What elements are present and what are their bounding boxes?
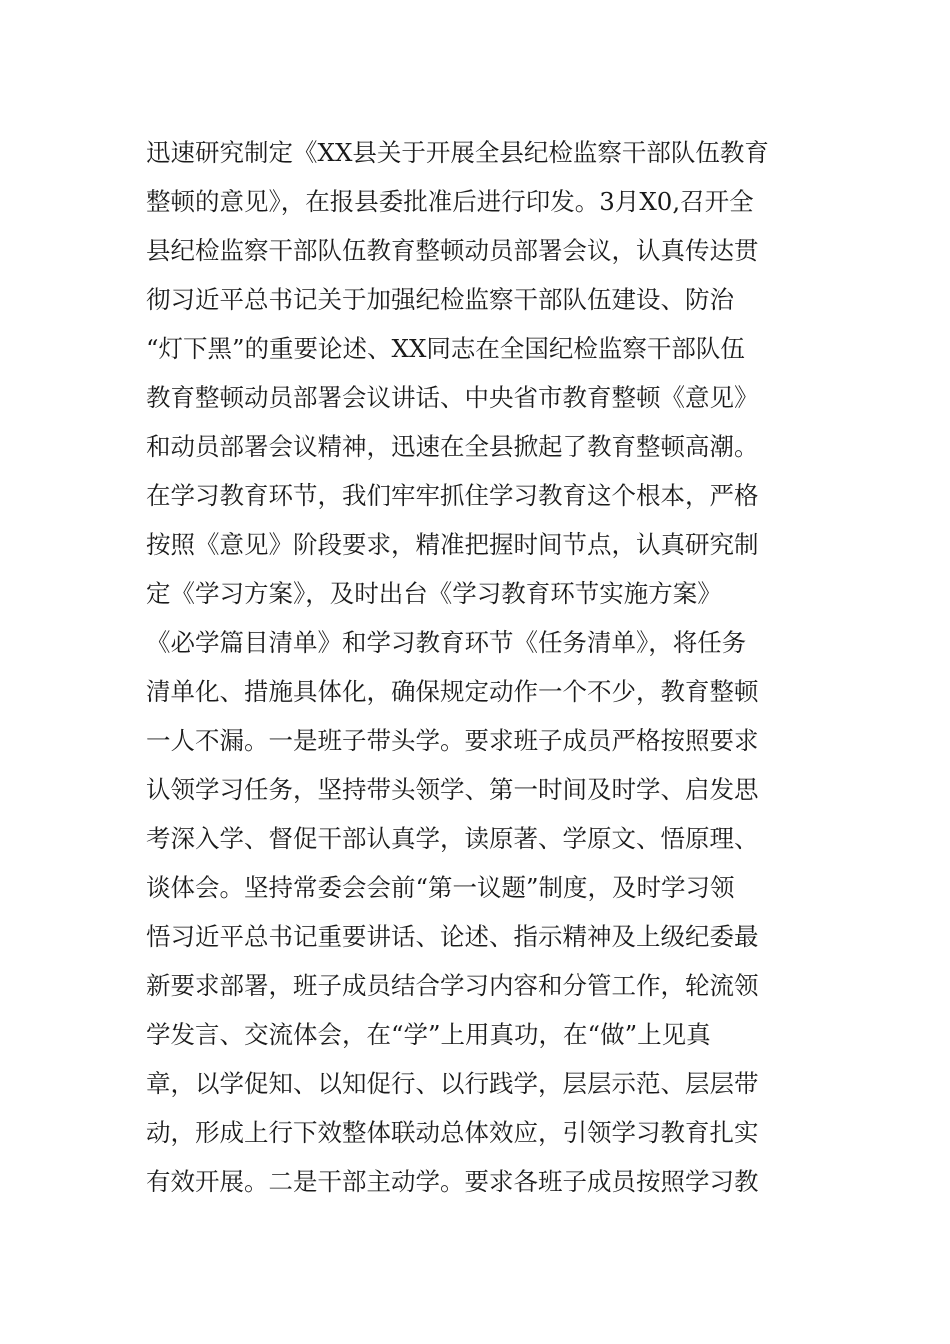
text-line: 按照《意见》阶段要求，精准把握时间节点，认真研究制 (146, 530, 759, 559)
text-line: 教育整顿动员部署会议讲话、中央省市教育整顿《意见》 (146, 383, 759, 412)
text-line: 迅速研究制定《XX县关于开展全县纪检监察干部队伍教育 (146, 138, 769, 167)
text-line: 一人不漏。一是班子带头学。要求班子成员严格按照要求 (146, 726, 759, 755)
text-line: 清单化、措施具体化，确保规定动作一个不少，教育整顿 (146, 677, 759, 706)
text-line: 和动员部署会议精神，迅速在全县掀起了教育整顿高潮。 (146, 432, 759, 461)
text-line: 彻习近平总书记关于加强纪检监察干部队伍建设、防治 (146, 285, 734, 314)
text-line: 新要求部署，班子成员结合学习内容和分管工作，轮流领 (146, 971, 759, 1000)
text-line: 认领学习任务，坚持带头领学、第一时间及时学、启发思 (146, 775, 759, 804)
text-line: 动，形成上行下效整体联动总体效应，引领学习教育扎实 (146, 1118, 759, 1147)
text-line: 学发言、交流体会，在“学”上用真功，在“做”上见真 (146, 1020, 711, 1049)
text-line: 章，以学促知、以知促行、以行践学，层层示范、层层带 (146, 1069, 759, 1098)
text-line: 有效开展。二是干部主动学。要求各班子成员按照学习教 (146, 1167, 759, 1196)
text-line: 县纪检监察干部队伍教育整顿动员部署会议，认真传达贯 (146, 236, 759, 265)
text-line: 整顿的意见》，在报县委批准后进行印发。3月X0,召开全 (146, 187, 754, 216)
text-line: 考深入学、督促干部认真学，读原著、学原文、悟原理、 (146, 824, 759, 853)
text-line: “灯下黑”的重要论述、XX同志在全国纪检监察干部队伍 (146, 334, 745, 363)
text-line: 定《学习方案》，及时出台《学习教育环节实施方案》 (146, 579, 722, 608)
text-line: 《必学篇目清单》和学习教育环节《任务清单》，将任务 (146, 628, 747, 657)
text-line: 在学习教育环节，我们牢牢抓住学习教育这个根本，严格 (146, 481, 759, 510)
text-line: 悟习近平总书记重要讲话、论述、指示精神及上级纪委最 (146, 922, 759, 951)
text-line: 谈体会。坚持常委会会前“第一议题”制度，及时学习领 (146, 873, 735, 902)
body-text (146, 128, 806, 1206)
